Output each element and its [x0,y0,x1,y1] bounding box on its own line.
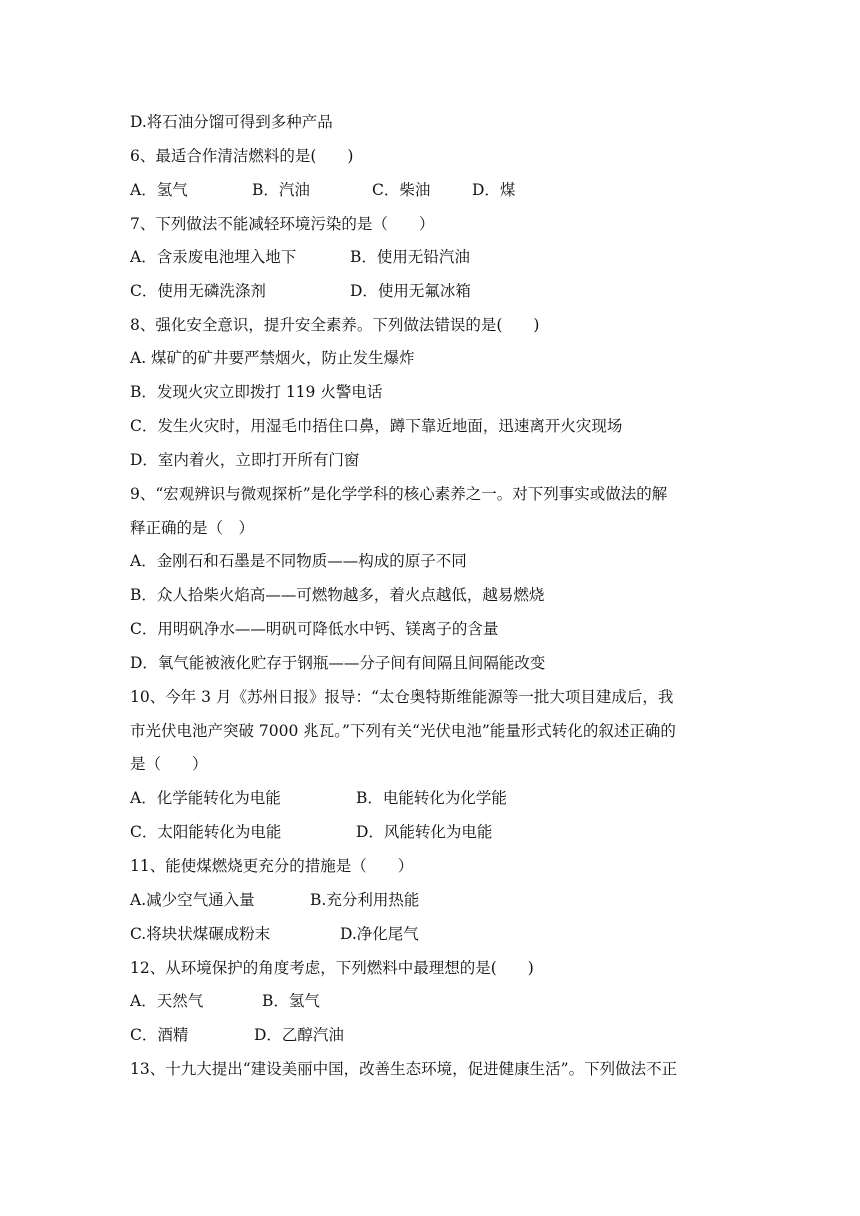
question-6: 6、最适合作清洁燃料的是( ) [130,147,354,165]
question-12: 12、从环境保护的角度考虑，下列燃料中最理想的是( ) [130,959,534,977]
option-c: C．发生火灾时，用湿毛巾捂住口鼻，蹲下靠近地面，迅速离开火灾现场 [130,417,623,435]
option-c: C．太阳能转化为电能 [130,823,282,841]
option-d: D．氧气能被液化贮存于钢瓶——分子间有间隔且间隔能改变 [130,654,546,672]
option-a: A.减少空气通入量 [130,891,255,909]
option-d: D．使用无氟冰箱 [350,282,471,300]
question-13: 13、十九大提出“建设美丽中国，改善生态环境，促进健康生活”。下列做法不正 [130,1060,678,1078]
option-b: B．使用无铅汽油 [350,248,470,266]
option-c: C．用明矾净水——明矾可降低水中钙、镁离子的含量 [130,620,499,638]
question-10: 10、今年 3 月《苏州日报》报导：“太仓奥特斯维能源等一批大项目建成后，我 [130,688,674,706]
text-line: D.将石油分馏可得到多种产品 [130,113,333,131]
option-c: C．使用无磷洗涤剂 [130,282,266,300]
option-d: D．煤 [472,181,516,199]
question-7: 7、下列做法不能减轻环境污染的是（ ） [130,215,435,233]
option-d: D．乙醇汽油 [254,1026,344,1044]
option-d: D．室内着火，立即打开所有门窗 [130,451,360,469]
option-b: B．电能转化为化学能 [356,789,507,807]
option-a: A．含汞废电池埋入地下 [130,248,297,266]
question-9: 9、“宏观辨识与微观探析”是化学学科的核心素养之一。对下列事实或做法的解 [130,485,668,503]
option-b: B．发现火灾立即拨打 119 火警电话 [130,383,383,401]
option-a: A．天然气 [130,992,204,1010]
option-b: B．众人拾柴火焰高——可燃物越多，着火点越低，越易燃烧 [130,586,545,604]
option-a: A．金刚石和石墨是不同物质——构成的原子不同 [130,552,467,570]
question-10-cont: 市光伏电池产突破 7000 兆瓦。”下列有关“光伏电池”能量形式转化的叙述正确的 [130,722,676,740]
question-8: 8、强化安全意识，提升安全素养。下列做法错误的是( ) [130,316,540,334]
option-a: A. 煤矿的矿井要严禁烟火，防止发生爆炸 [130,349,415,367]
option-a: A．化学能转化为电能 [130,789,281,807]
option-c: C．柴油 [372,181,431,199]
question-9-cont: 释正确的是（ ） [130,519,255,537]
option-b: B．汽油 [252,181,310,199]
option-c: C．酒精 [130,1026,189,1044]
option-b: B．氢气 [262,992,320,1010]
option-d: D.净化尾气 [340,925,419,943]
option-d: D．风能转化为电能 [356,823,493,841]
option-a: A．氢气 [130,181,188,199]
option-b: B.充分利用热能 [310,891,420,909]
question-11: 11、能使煤燃烧更充分的措施是（ ） [130,857,414,875]
option-c: C.将块状煤碾成粉末 [130,925,271,943]
question-10-cont: 是（ ） [130,755,208,773]
